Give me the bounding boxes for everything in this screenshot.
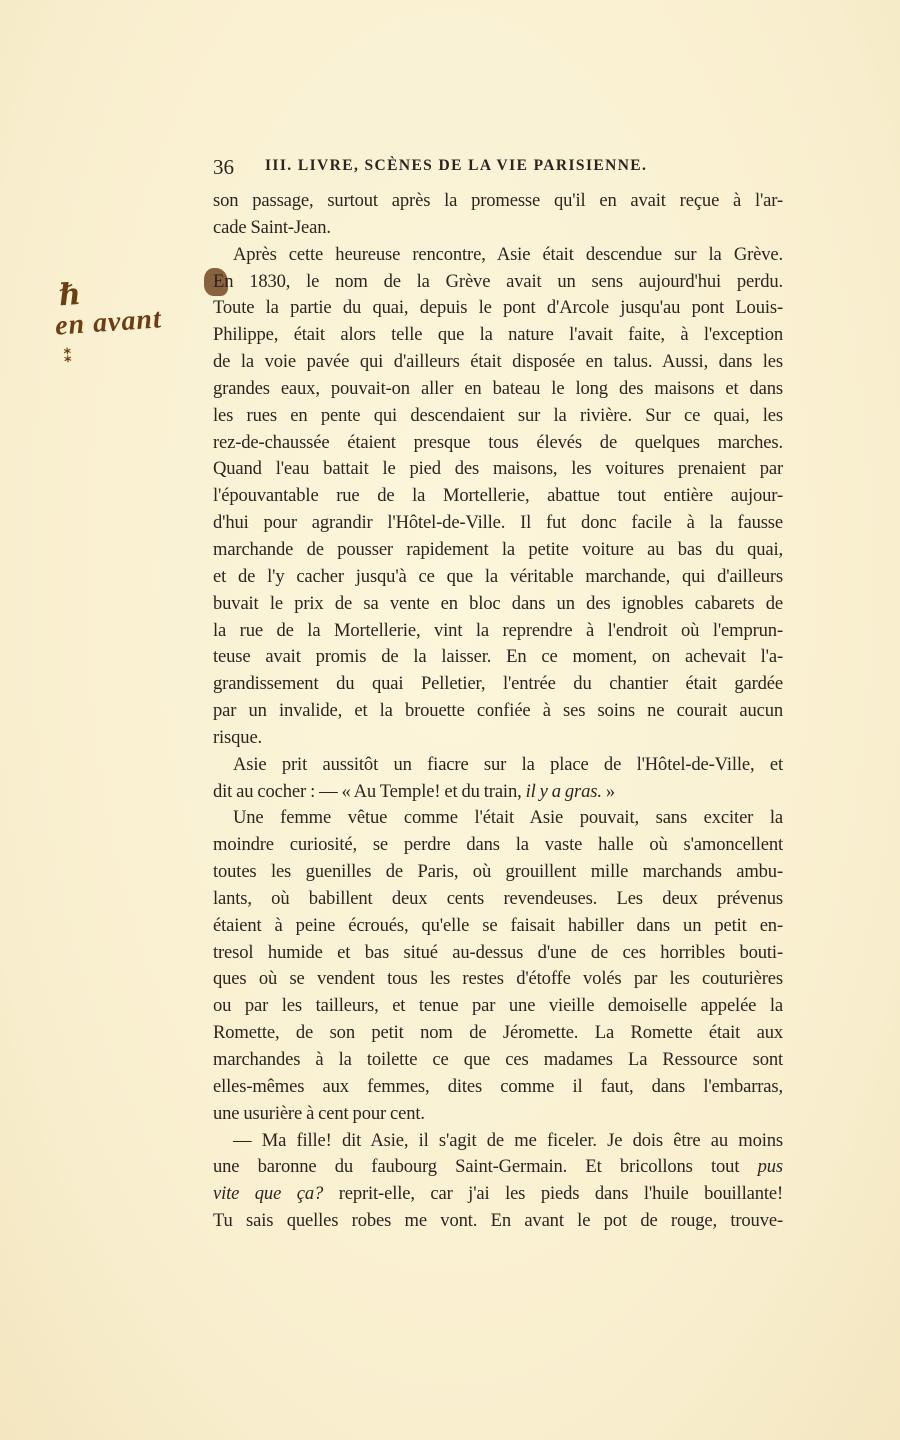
text-line [213, 1181, 783, 1208]
text-line [213, 1074, 783, 1101]
text-line [213, 1208, 783, 1235]
line-text: dit au cocher : — « Au Temple! et du train, [213, 780, 526, 802]
italic-text: vite que ça? [213, 1183, 324, 1205]
text-line [213, 322, 783, 349]
line-text: Romette, de son petit nom de Jéromette. La Romette était aux [213, 1022, 783, 1044]
text-line [213, 564, 783, 591]
line-text: de la voie pavée qui d'ailleurs était disposée en talus. Aussi, dans les [213, 351, 783, 373]
line-text: une usurière à cent pour cent. [213, 1102, 425, 1124]
page-number: 36 [213, 155, 234, 179]
text-line [213, 779, 783, 806]
line-text: ou par les tailleurs, et tenue par une vieille demoiselle appelée la [213, 995, 783, 1017]
line-text: Tu sais quelles robes me vont. En avant le pot de rouge, trouve- [213, 1210, 783, 1232]
text-line [213, 752, 783, 779]
line-text: Après cette heureuse rencontre, Asie était descendue sur la Grève. [233, 243, 783, 265]
margin-sub: ⁑ [62, 345, 74, 367]
line-text: — Ma fille! dit Asie, il s'agit de me ficeler. Je dois être au moins [233, 1129, 783, 1151]
handwritten-margin-note [52, 274, 165, 371]
text-line [213, 671, 783, 698]
line-text: et de l'y cacher jusqu'à ce que la véritable marchande, qui d'ailleurs [213, 565, 783, 587]
line-text: tresol humide et bas situé au-dessus d'une de ces horribles bouti- [213, 941, 783, 963]
text-line [213, 537, 783, 564]
text-line [213, 886, 783, 913]
text-line [213, 456, 783, 483]
line-text: toutes les guenilles de Paris, où grouillent mille marchands ambu- [213, 861, 783, 883]
line-text: Asie prit aussitôt un fiacre sur la place de l'Hôtel-de-Ville, et [233, 753, 783, 775]
line-text: les rues en pente qui descendaient sur la rivière. Sur ce quai, les [213, 404, 783, 426]
text-line [213, 430, 783, 457]
line-text: Quand l'eau battait le pied des maisons, les voitures prenaient par [213, 458, 783, 480]
text-line [213, 940, 783, 967]
margin-mark: ℏ [57, 277, 82, 313]
text-line [213, 1154, 783, 1181]
running-header [213, 155, 783, 183]
text-line [213, 295, 783, 322]
line-text: » [601, 780, 615, 802]
line-text: elles-mêmes aux femmes, dites comme il faut, dans l'embarras, [213, 1075, 783, 1097]
text-line [213, 1020, 783, 1047]
line-text: reprit-elle, car j'ai les pieds dans l'huile bouillante! [323, 1183, 783, 1205]
line-text: marchande de pousser rapidement la petite voiture au bas du quai, [213, 538, 783, 560]
text-line [213, 1101, 783, 1128]
line-text: rez-de-chaussée étaient presque tous élevés de quelques marches. [213, 431, 783, 453]
line-text: lants, où babillent deux cents revendeuses. Les deux prévenus [213, 887, 783, 909]
text-line [213, 376, 783, 403]
text-line [213, 966, 783, 993]
italic-text: il y a gras. [525, 780, 602, 802]
line-text: teuse avait promis de la laisser. En ce moment, on achevait l'a- [213, 646, 783, 668]
line-text: grandissement du quai Pelletier, l'entrée du chantier était gardée [213, 673, 783, 695]
line-text: étaient à peine écroués, qu'elle se faisait habiller dans un petit en- [213, 914, 783, 936]
text-line [213, 698, 783, 725]
line-text: par un invalide, et la brouette confiée à ses soins ne courait aucun [213, 700, 783, 722]
line-text: d'hui pour agrandir l'Hôtel-de-Ville. Il fut donc facile à la fausse [213, 512, 783, 534]
text-line [213, 618, 783, 645]
line-text: ques où se vendent tous les restes d'étoffe volés par les couturières [213, 968, 783, 990]
text-line [213, 483, 783, 510]
line-text: risque. [213, 726, 263, 748]
text-line [213, 725, 783, 752]
line-text: l'épouvantable rue de la Mortellerie, abattue tout entière aujour- [213, 485, 783, 507]
running-title: III. LIVRE, SCÈNES DE LA VIE PARISIENNE. [265, 157, 648, 174]
text-line [213, 805, 783, 832]
line-text: Une femme vêtue comme l'était Asie pouvait, sans exciter la [233, 807, 783, 829]
text-line [213, 188, 783, 215]
margin-text: en avant [54, 303, 163, 342]
line-text: son passage, surtout après la promesse qu'il en avait reçue à l'ar- [213, 190, 783, 211]
line-text: une baronne du faubourg Saint-Germain. Et bricollons tout [213, 1156, 758, 1178]
text-line [213, 993, 783, 1020]
text-line [213, 1128, 783, 1155]
text-line [213, 349, 783, 376]
text-line [213, 832, 783, 859]
italic-text: pus [757, 1156, 783, 1178]
text-line [213, 242, 783, 269]
text-line [213, 913, 783, 940]
line-text: grandes eaux, pouvait-on aller en bateau le long des maisons et dans [213, 377, 783, 399]
text-line [213, 269, 783, 296]
text-line [213, 859, 783, 886]
body-text [213, 188, 783, 1235]
line-text: marchandes à la toilette ce que ces madames La Ressource sont [213, 1049, 783, 1070]
line-text: En 1830, le nom de la Grève avait un sens aujourd'hui perdu. [213, 270, 783, 292]
line-text: cade Saint-Jean. [213, 216, 331, 238]
text-line [213, 1047, 783, 1074]
line-text: Philippe, était alors telle que la nature l'avait faite, à l'exception [213, 324, 783, 346]
line-text: la rue de la Mortellerie, vint la reprendre à l'endroit où l'emprun- [213, 619, 783, 641]
text-line [213, 510, 783, 537]
line-text: Toute la partie du quai, depuis le pont d'Arcole jusqu'au pont Louis- [213, 297, 783, 319]
text-line [213, 591, 783, 618]
line-text: buvait le prix de sa vente en bloc dans un des ignobles cabarets de [213, 592, 783, 614]
text-line [213, 644, 783, 671]
text-line [213, 403, 783, 430]
text-line [213, 215, 783, 242]
line-text: moindre curiosité, se perdre dans la vaste halle où s'amoncellent [213, 834, 783, 856]
